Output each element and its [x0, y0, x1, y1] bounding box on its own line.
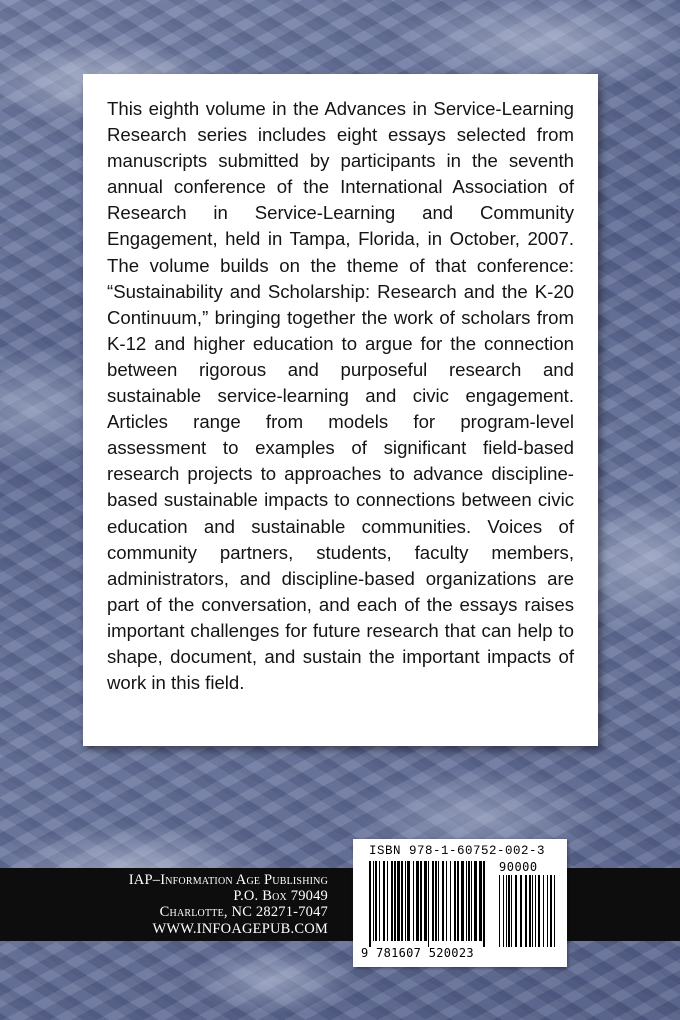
- barcode-bar: [373, 861, 374, 941]
- addon-digits: 90000: [499, 860, 538, 874]
- barcode-bar: [369, 861, 371, 947]
- barcode-bar: [479, 861, 482, 941]
- barcode-bar: [474, 861, 477, 941]
- barcode-bar: [454, 861, 456, 941]
- addon-bar: [525, 875, 527, 947]
- ean-digits: 9 781607 520023: [361, 946, 474, 960]
- barcode-bar: [375, 861, 377, 941]
- barcode-bar: [416, 861, 419, 941]
- barcode-bar: [442, 861, 444, 941]
- addon-bar: [550, 875, 552, 947]
- barcode-bar: [428, 861, 429, 947]
- barcode-bar: [397, 861, 400, 941]
- addon-bar: [538, 875, 540, 947]
- barcode-bar: [379, 861, 380, 941]
- barcode-bar: [438, 861, 439, 941]
- addon-bar: [543, 875, 544, 947]
- barcode-bar: [387, 861, 388, 941]
- barcode-box: [353, 839, 567, 967]
- barcode-bar: [466, 861, 467, 941]
- barcode-bar: [468, 861, 470, 941]
- publisher-band: [0, 868, 680, 941]
- addon-bar: [532, 875, 533, 947]
- addon-bar: [520, 875, 522, 947]
- barcode-bar: [383, 861, 385, 941]
- barcode-bar: [413, 861, 414, 941]
- barcode-bar: [420, 861, 422, 941]
- addon-bar: [529, 875, 531, 947]
- barcode-bar: [446, 861, 447, 941]
- barcode-bar: [391, 861, 393, 941]
- publisher-pobox: P.O. Box 79049: [233, 888, 328, 905]
- barcode-bar: [457, 861, 459, 941]
- addon-bar: [503, 875, 504, 947]
- barcode-bar: [432, 861, 434, 941]
- addon-bar: [535, 875, 536, 947]
- addon-bar: [511, 875, 512, 947]
- barcode-bar: [435, 861, 437, 941]
- barcode-bar: [450, 861, 451, 941]
- description-panel: [83, 74, 598, 746]
- barcode-bar: [424, 861, 427, 941]
- barcode-bar: [407, 861, 410, 941]
- addon-bar: [547, 875, 548, 947]
- publisher-website: WWW.INFOAGEPUB.COM: [152, 920, 328, 937]
- addon-bar: [506, 875, 507, 947]
- publisher-city: Charlotte, NC 28271-7047: [159, 904, 328, 921]
- barcode-bar: [405, 861, 406, 941]
- barcode-bar: [401, 861, 403, 941]
- barcode-bar: [471, 861, 472, 941]
- addon-bar: [554, 875, 555, 947]
- addon-bar: [499, 875, 500, 947]
- addon-bar: [508, 875, 510, 947]
- addon-bar: [515, 875, 517, 947]
- ean-bars: [369, 861, 485, 947]
- barcode-bar: [394, 861, 396, 941]
- description-text: This eighth volume in the Advances in Service-Learning Research series includes eight essays selected from manuscripts submitted by participants in the seventh annual conference of the International Association of Research in Service-Learning and Community Engagement, held in Tampa, Florida, in October, 2007. The volume builds on the theme of that conference: “Sustainability and Scholarship: Research and the K-20 Continuum,” bringing together the work of scholars from K-12 and higher education to argue for the connection between rigorous and purposeful research and sustainable service-learning and civic engagement. Articles range from models for program-level assessment to examples of significant field-based research projects to approaches to advance discipline-based sustainable impacts to connections between civic education and sustainable communities. Voices of community partners, students, faculty members, administrators, and discipline-based organizations are part of the conversation, and each of the essays raises important challenges for future research that can help to shape, document, and sustain the important impacts of work in this field.: [107, 98, 574, 694]
- addon-bars: [499, 875, 555, 947]
- isbn-label: ISBN 978-1-60752-002-3: [369, 844, 546, 858]
- publisher-name: IAP–Information Age Publishing: [128, 872, 328, 888]
- barcode-bar: [483, 861, 485, 947]
- publisher-info: [129, 872, 328, 937]
- barcode-bar: [461, 861, 464, 941]
